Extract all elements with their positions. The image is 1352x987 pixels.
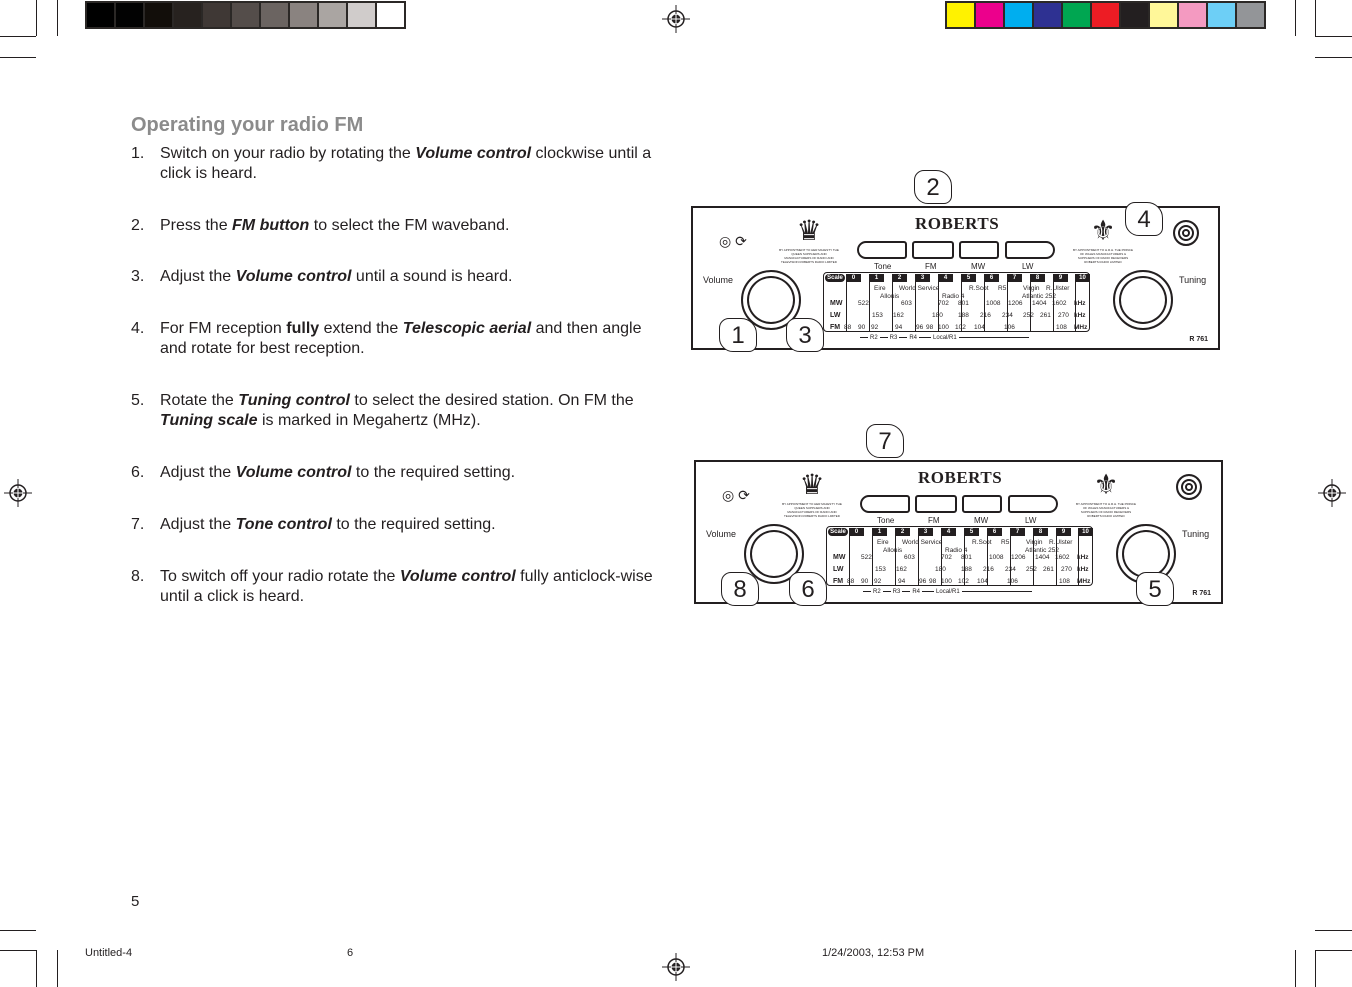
station-label: R.Scot bbox=[969, 285, 989, 292]
crop-mark bbox=[0, 36, 36, 37]
preset-label: Local/R1 bbox=[933, 335, 957, 341]
scale-number: 0 bbox=[849, 528, 864, 536]
step-callout-hand: 4 bbox=[1125, 202, 1163, 236]
frequency-value: 234 bbox=[1005, 566, 1016, 573]
step-text bbox=[160, 144, 671, 184]
text-run: Adjust the bbox=[160, 268, 236, 285]
crop-mark bbox=[0, 930, 36, 931]
royal-warrant-text: BY APPOINTMENT TO H.R.H. THE PRINCE OF WALES MANUFACTURERS & SUPPLIERS OF RADIO RECEIVERS ROBERTS RADIO LIMITED bbox=[1073, 248, 1133, 264]
step-text bbox=[160, 267, 671, 287]
button-label: Tone bbox=[874, 262, 892, 271]
color-swatch bbox=[174, 3, 201, 27]
step-callout-hand: 2 bbox=[914, 170, 952, 204]
step-number: 2. bbox=[131, 217, 145, 234]
band-label-fm: FM bbox=[830, 324, 841, 331]
frequency-value: 106 bbox=[1007, 578, 1018, 585]
frequency-value: 94 bbox=[895, 324, 903, 331]
frequency-value: 100 bbox=[941, 578, 952, 585]
list-item bbox=[131, 319, 671, 359]
preset-line bbox=[902, 591, 910, 592]
step-callout-hand: 1 bbox=[719, 318, 757, 352]
step-text bbox=[160, 515, 671, 535]
preset-line bbox=[922, 591, 934, 592]
model-number: R 761 bbox=[1189, 336, 1208, 343]
frequency-value: 88 bbox=[847, 578, 855, 585]
step-callout-hand: 3 bbox=[786, 318, 824, 352]
station-label: Radio 4 bbox=[945, 547, 968, 554]
band-label-lw: LW bbox=[833, 566, 844, 573]
list-item bbox=[131, 391, 671, 431]
telescopic-aerial-icon bbox=[1173, 220, 1199, 246]
scale-divider bbox=[846, 274, 847, 331]
frequency-value: 162 bbox=[896, 566, 907, 573]
preset-label: R3 bbox=[892, 589, 901, 595]
preset-label: R2 bbox=[870, 335, 878, 341]
step-text bbox=[160, 567, 671, 607]
emphasis: fully bbox=[286, 320, 320, 337]
radio-diagram-adjust-controls bbox=[694, 428, 1223, 604]
preset-line bbox=[860, 337, 868, 338]
color-swatch bbox=[1005, 3, 1032, 27]
scale-number: 2 bbox=[895, 528, 910, 536]
step-number: 8. bbox=[131, 568, 145, 585]
crop-mark bbox=[1295, 950, 1296, 987]
registration-mark-icon bbox=[662, 953, 690, 981]
scale-number: 5 bbox=[964, 528, 979, 536]
tuning-scale bbox=[823, 272, 1090, 332]
tuning-label: Tuning bbox=[1182, 529, 1210, 539]
text-run: is marked in Megahertz (MHz). bbox=[257, 412, 481, 429]
emphasis: Tuning control bbox=[238, 392, 350, 409]
step-number: 4. bbox=[131, 320, 145, 337]
scale-number: 10 bbox=[1078, 528, 1093, 536]
frequency-value: 98 bbox=[929, 578, 937, 585]
frequency-unit: MHz bbox=[1074, 324, 1088, 331]
band-label-lw: LW bbox=[830, 312, 841, 319]
step-number: 6. bbox=[131, 464, 145, 481]
station-label: Virgin bbox=[1023, 285, 1040, 292]
color-swatch bbox=[87, 3, 114, 27]
preset-line bbox=[883, 591, 891, 592]
scale-number: 3 bbox=[918, 528, 933, 536]
scale-number: 3 bbox=[915, 274, 930, 282]
frequency-value: 108 bbox=[1056, 324, 1067, 331]
text-run: to select the FM waveband. bbox=[309, 217, 510, 234]
button-lw[interactable] bbox=[1008, 495, 1058, 513]
color-swatch bbox=[232, 3, 259, 27]
text-run: clockwise until a click is heard. bbox=[160, 145, 652, 182]
frequency-value: 92 bbox=[874, 578, 882, 585]
preset-label: R2 bbox=[873, 589, 881, 595]
station-label: R.Ulster bbox=[1049, 539, 1073, 546]
royal-warrant-text: BY APPOINTMENT TO HER MAJESTY THE QUEEN SUPPLIERS AND MANUFACTURERS OF RADIO AND TELEVISION ROBERTS RADIO LIMITED bbox=[782, 502, 842, 518]
crop-mark bbox=[1315, 950, 1316, 987]
royal-crest-icon: ♛ bbox=[796, 215, 822, 246]
frequency-value: 90 bbox=[858, 324, 866, 331]
scale-number: 6 bbox=[987, 528, 1002, 536]
list-item bbox=[131, 463, 671, 483]
color-swatch bbox=[1237, 3, 1264, 27]
royal-warrant-text: BY APPOINTMENT TO HER MAJESTY THE QUEEN SUPPLIERS AND MANUFACTURERS OF RADIO AND TELEVISION ROBERTS RADIO LIMITED bbox=[779, 248, 839, 264]
scale-number: 2 bbox=[892, 274, 907, 282]
text-run: fully anticlock-wise until a click is heard. bbox=[160, 568, 653, 605]
emphasis: Tone control bbox=[235, 516, 332, 533]
crop-mark bbox=[36, 950, 37, 987]
registration-mark-icon bbox=[662, 5, 690, 33]
text-run: extend the bbox=[319, 320, 403, 337]
frequency-unit: kHz bbox=[1077, 566, 1089, 573]
text-run: Switch on your radio by rotating the bbox=[160, 145, 416, 162]
button-label: LW bbox=[1022, 262, 1034, 271]
emphasis: Volume control bbox=[415, 145, 532, 162]
frequency-value: 234 bbox=[1002, 312, 1013, 319]
preset-label: R4 bbox=[909, 335, 918, 341]
color-swatch bbox=[1208, 3, 1235, 27]
preset-label: Local/R1 bbox=[936, 589, 960, 595]
scale-label: Scale bbox=[825, 274, 845, 282]
emphasis: Volume control bbox=[235, 268, 352, 285]
frequency-value: 1206 bbox=[1008, 300, 1023, 307]
scale-divider bbox=[987, 528, 988, 585]
frequency-value: 252 bbox=[1023, 312, 1034, 319]
model-number: R 761 bbox=[1192, 590, 1211, 597]
preset-line bbox=[880, 337, 888, 338]
frequency-value: 1206 bbox=[1011, 554, 1026, 561]
frequency-value: 106 bbox=[1004, 324, 1015, 331]
scale-number: 7 bbox=[1010, 528, 1025, 536]
emphasis: FM button bbox=[232, 217, 310, 234]
frequency-value: 270 bbox=[1061, 566, 1072, 573]
color-swatch bbox=[1034, 3, 1061, 27]
list-item bbox=[131, 144, 671, 184]
station-label: R5 bbox=[1001, 539, 1010, 546]
scale-number: 1 bbox=[872, 528, 887, 536]
step-number: 5. bbox=[131, 392, 145, 409]
brand-logo: ROBERTS bbox=[915, 214, 1000, 233]
text-run: to select the desired station. On FM the bbox=[349, 392, 634, 409]
button-fm[interactable] bbox=[915, 495, 957, 513]
step-number: 1. bbox=[131, 145, 145, 162]
frequency-unit: kHz bbox=[1077, 554, 1089, 561]
text-run: Adjust the bbox=[160, 464, 236, 481]
scale-number: 1 bbox=[869, 274, 884, 282]
frequency-value: 188 bbox=[961, 566, 972, 573]
step-number: 7. bbox=[131, 516, 145, 533]
footer-timestamp: 1/24/2003, 12:53 PM bbox=[822, 947, 925, 959]
crop-mark bbox=[1315, 0, 1316, 36]
frequency-value: 104 bbox=[977, 578, 988, 585]
text-run: Rotate the bbox=[160, 392, 239, 409]
color-swatch bbox=[203, 3, 230, 27]
frequency-value: 102 bbox=[955, 324, 966, 331]
frequency-value: 522 bbox=[861, 554, 872, 561]
emphasis: Volume control bbox=[235, 464, 352, 481]
crop-mark bbox=[0, 950, 36, 951]
frequency-value: 1602 bbox=[1055, 554, 1070, 561]
color-swatch bbox=[947, 3, 974, 27]
list-item bbox=[131, 567, 671, 607]
station-label: Atlantic 252 bbox=[1025, 547, 1059, 554]
scale-number: 4 bbox=[938, 274, 953, 282]
station-label: Virgin bbox=[1026, 539, 1043, 546]
frequency-value: 180 bbox=[935, 566, 946, 573]
scale-divider bbox=[918, 528, 919, 585]
telescopic-aerial-icon bbox=[1176, 474, 1202, 500]
preset-line bbox=[863, 591, 871, 592]
color-swatch bbox=[145, 3, 172, 27]
step-text bbox=[160, 391, 671, 431]
color-swatch bbox=[1092, 3, 1119, 27]
frequency-value: 108 bbox=[1059, 578, 1070, 585]
frequency-value: 603 bbox=[904, 554, 915, 561]
frequency-value: 96 bbox=[919, 578, 927, 585]
frequency-unit: kHz bbox=[1074, 312, 1086, 319]
frequency-value: 96 bbox=[916, 324, 924, 331]
color-swatch bbox=[1121, 3, 1148, 27]
station-label: R.Ulster bbox=[1046, 285, 1070, 292]
tuning-knob[interactable] bbox=[1113, 270, 1173, 330]
band-label-mw: MW bbox=[833, 554, 846, 561]
button-label: MW bbox=[971, 262, 986, 271]
crop-mark bbox=[0, 57, 36, 58]
scale-divider bbox=[849, 528, 850, 585]
station-label: Radio 4 bbox=[942, 293, 965, 300]
scale-number: 4 bbox=[941, 528, 956, 536]
crop-mark bbox=[1315, 57, 1352, 58]
preset-markers bbox=[861, 589, 1032, 595]
step-callout-hand: 5 bbox=[1136, 572, 1174, 606]
frequency-value: 702 bbox=[938, 300, 949, 307]
preset-markers bbox=[858, 335, 1029, 341]
royal-warrant-text: BY APPOINTMENT TO H.R.H. THE PRINCE OF WALES MANUFACTURERS & SUPPLIERS OF RADIO RECEIVERS ROBERTS RADIO LIMITED bbox=[1076, 502, 1136, 518]
color-swatch bbox=[1063, 3, 1090, 27]
frequency-value: 261 bbox=[1040, 312, 1051, 319]
frequency-value: 90 bbox=[861, 578, 869, 585]
frequency-value: 1404 bbox=[1035, 554, 1050, 561]
scale-divider bbox=[892, 274, 893, 331]
registration-mark-icon bbox=[4, 479, 32, 507]
frequency-value: 180 bbox=[932, 312, 943, 319]
button-mw[interactable] bbox=[959, 241, 999, 259]
frequency-value: 162 bbox=[893, 312, 904, 319]
headphone-socket-icon: ◎ ⟳ bbox=[722, 487, 750, 503]
preset-line bbox=[959, 337, 1029, 338]
crop-mark bbox=[57, 0, 58, 36]
headphone-socket-icon: ◎ ⟳ bbox=[719, 233, 747, 249]
station-label: Atlantic 252 bbox=[1022, 293, 1056, 300]
footer-filename: Untitled-4 bbox=[85, 947, 133, 959]
text-run: to the required setting. bbox=[331, 516, 496, 533]
crop-mark bbox=[1315, 930, 1352, 931]
text-run: To switch off your radio rotate the bbox=[160, 568, 400, 585]
scale-number: 8 bbox=[1030, 274, 1045, 282]
brand-logo: ROBERTS bbox=[918, 468, 1003, 487]
frequency-value: 261 bbox=[1043, 566, 1054, 573]
crop-mark bbox=[36, 0, 37, 36]
frequency-value: 94 bbox=[898, 578, 906, 585]
station-label: Allouis bbox=[880, 293, 900, 300]
text-run: For FM reception bbox=[160, 320, 287, 337]
frequency-value: 216 bbox=[980, 312, 991, 319]
volume-label: Volume bbox=[706, 529, 737, 539]
crop-mark bbox=[1315, 950, 1352, 951]
scale-number: 9 bbox=[1053, 274, 1068, 282]
band-label-fm: FM bbox=[833, 578, 844, 585]
color-swatch bbox=[377, 3, 404, 27]
scale-number: 10 bbox=[1075, 274, 1090, 282]
station-label: R5 bbox=[998, 285, 1007, 292]
page-number: 5 bbox=[131, 893, 140, 910]
frequency-value: 252 bbox=[1026, 566, 1037, 573]
footer-sheet: 6 bbox=[347, 947, 354, 959]
volume-label: Volume bbox=[703, 275, 734, 285]
crop-mark bbox=[1315, 36, 1352, 37]
band-label-mw: MW bbox=[830, 300, 843, 307]
emphasis: Volume control bbox=[399, 568, 516, 585]
preset-line bbox=[962, 591, 1032, 592]
frequency-unit: MHz bbox=[1077, 578, 1091, 585]
color-swatch bbox=[1179, 3, 1206, 27]
scale-divider bbox=[1033, 528, 1034, 585]
emphasis: Tuning scale bbox=[160, 412, 258, 429]
frequency-value: 153 bbox=[875, 566, 886, 573]
color-swatch bbox=[976, 3, 1003, 27]
preset-line bbox=[899, 337, 907, 338]
scale-divider bbox=[984, 274, 985, 331]
scale-number: 7 bbox=[1007, 274, 1022, 282]
step-text bbox=[160, 319, 671, 359]
scale-number: 9 bbox=[1056, 528, 1071, 536]
grayscale-color-bar bbox=[85, 1, 406, 29]
color-swatch bbox=[319, 3, 346, 27]
scale-divider bbox=[915, 274, 916, 331]
frequency-value: 1008 bbox=[986, 300, 1001, 307]
button-tone[interactable] bbox=[857, 241, 907, 259]
station-label: World Service bbox=[902, 539, 943, 546]
frequency-value: 1404 bbox=[1032, 300, 1047, 307]
registration-mark-icon bbox=[1318, 479, 1346, 507]
scale-number: 5 bbox=[961, 274, 976, 282]
button-label: Tone bbox=[877, 516, 895, 525]
scale-number: 0 bbox=[846, 274, 861, 282]
list-item bbox=[131, 216, 671, 236]
button-fm[interactable] bbox=[912, 241, 954, 259]
scale-number: 6 bbox=[984, 274, 999, 282]
crop-mark bbox=[57, 950, 58, 987]
frequency-value: 522 bbox=[858, 300, 869, 307]
button-tone[interactable] bbox=[860, 495, 910, 513]
text-run: Adjust the bbox=[160, 516, 236, 533]
preset-line bbox=[919, 337, 931, 338]
step-number: 3. bbox=[131, 268, 145, 285]
text-run: to the required setting. bbox=[351, 464, 516, 481]
button-label: LW bbox=[1025, 516, 1037, 525]
color-swatch bbox=[348, 3, 375, 27]
preset-label: R3 bbox=[889, 335, 898, 341]
prince-feathers-icon: ⚜ bbox=[1093, 469, 1119, 500]
frequency-value: 100 bbox=[938, 324, 949, 331]
station-label: R.Scot bbox=[972, 539, 992, 546]
station-label: Allouis bbox=[883, 547, 903, 554]
frequency-value: 216 bbox=[983, 566, 994, 573]
scale-label: Scale bbox=[828, 528, 848, 536]
frequency-value: 102 bbox=[958, 578, 969, 585]
text-run: Press the bbox=[160, 217, 233, 234]
frequency-value: 98 bbox=[926, 324, 934, 331]
step-text bbox=[160, 216, 671, 236]
frequency-value: 270 bbox=[1058, 312, 1069, 319]
frequency-value: 88 bbox=[844, 324, 852, 331]
frequency-unit: kHz bbox=[1074, 300, 1086, 307]
scale-number: 8 bbox=[1033, 528, 1048, 536]
button-mw[interactable] bbox=[962, 495, 1002, 513]
frequency-value: 603 bbox=[901, 300, 912, 307]
frequency-value: 188 bbox=[958, 312, 969, 319]
tuning-label: Tuning bbox=[1179, 275, 1207, 285]
color-swatch bbox=[1150, 3, 1177, 27]
list-item bbox=[131, 267, 671, 287]
station-label: World Service bbox=[899, 285, 940, 292]
frequency-value: 104 bbox=[974, 324, 985, 331]
scale-divider bbox=[869, 274, 870, 331]
scale-divider bbox=[1030, 274, 1031, 331]
frequency-value: 1602 bbox=[1052, 300, 1067, 307]
process-color-bar bbox=[945, 1, 1266, 29]
prince-feathers-icon: ⚜ bbox=[1090, 215, 1116, 246]
frequency-value: 92 bbox=[871, 324, 879, 331]
color-swatch bbox=[116, 3, 143, 27]
list-item bbox=[131, 515, 671, 535]
station-label: Eire bbox=[874, 285, 886, 292]
frequency-value: 801 bbox=[958, 300, 969, 307]
frequency-value: 801 bbox=[961, 554, 972, 561]
scale-divider bbox=[872, 528, 873, 585]
station-label: Eire bbox=[877, 539, 889, 546]
button-label: MW bbox=[974, 516, 989, 525]
step-callout-hand: 7 bbox=[866, 424, 904, 458]
scale-divider bbox=[895, 528, 896, 585]
crop-mark bbox=[1295, 0, 1296, 36]
tuning-scale bbox=[826, 526, 1093, 586]
color-swatch bbox=[261, 3, 288, 27]
text-run: until a sound is heard. bbox=[351, 268, 513, 285]
frequency-value: 153 bbox=[872, 312, 883, 319]
page-title: Operating your radio FM bbox=[131, 114, 364, 136]
radio-diagram-fm-switch-on bbox=[691, 174, 1220, 350]
emphasis: Telescopic aerial bbox=[402, 320, 532, 337]
royal-crest-icon: ♛ bbox=[799, 469, 825, 500]
frequency-value: 702 bbox=[941, 554, 952, 561]
text-run: and then angle and rotate for best reception. bbox=[160, 320, 642, 357]
step-callout-hand: 8 bbox=[721, 572, 759, 606]
step-text bbox=[160, 463, 671, 483]
button-label: FM bbox=[928, 516, 940, 525]
frequency-value: 1008 bbox=[989, 554, 1004, 561]
button-label: FM bbox=[925, 262, 937, 271]
color-swatch bbox=[290, 3, 317, 27]
step-callout-hand: 6 bbox=[789, 572, 827, 606]
preset-label: R4 bbox=[912, 589, 921, 595]
button-lw[interactable] bbox=[1005, 241, 1055, 259]
